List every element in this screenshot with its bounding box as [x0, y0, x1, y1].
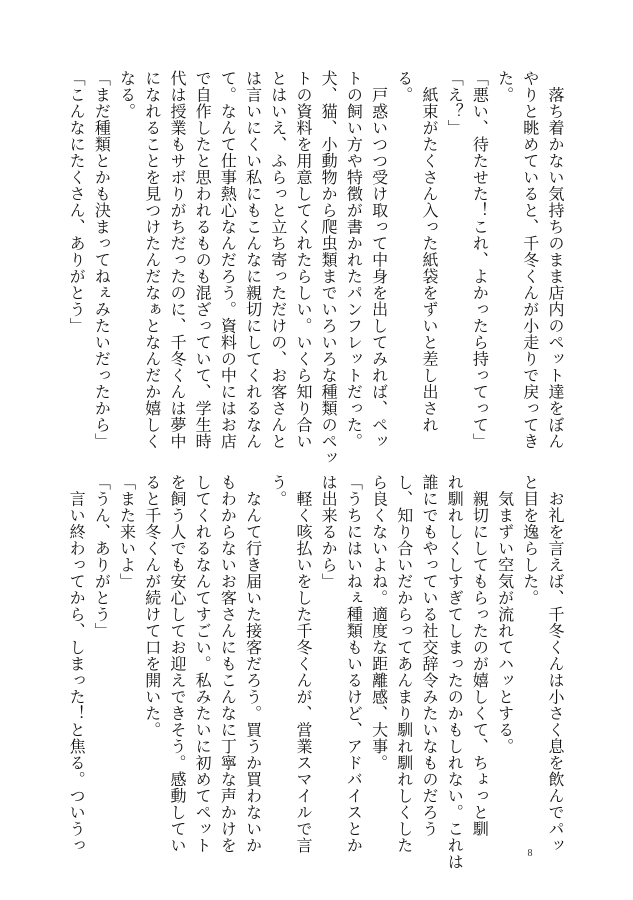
text-line: なる。: [117, 70, 137, 120]
text-line: 落ち着かない気持ちのまま店内のペット達をぼん: [546, 70, 565, 450]
text-line: て。なんて仕事熱心なんだろう。資料の中にはお店: [218, 70, 238, 450]
text-line: は出来るから」: [319, 474, 339, 590]
text-line: し、知り合いだからってあんまり馴れ馴れしくした: [394, 474, 414, 854]
text-line: で自作したと思われるものも混ざっていて、学生時: [193, 70, 213, 450]
text-line: 「うん、ありがとう」: [92, 474, 112, 639]
text-line: れ馴れしくしすぎてしまったのかもしれない。これは: [445, 474, 465, 870]
upper-text-block: [60, 70, 568, 466]
text-line: 「また来いよ」: [117, 474, 137, 590]
text-line: 軽く咳払いをした千冬くんが、営業スマイルで言: [293, 474, 313, 854]
text-line: してくれるなんてすごい。私みたいに初めてペット: [193, 474, 213, 854]
text-line: になれることを見つけたんだなぁとなんだか嬉しく: [142, 70, 162, 450]
lower-text-block: [67, 474, 568, 870]
text-line: お礼を言えば、千冬くんは小さく息を飲んでパッ: [546, 474, 565, 854]
text-line: 犬、猫、小動物から爬虫類までいろいろな種類のペッ: [319, 70, 339, 466]
text-line: 親切にしてもらったのが嬉しくて、ちょっと馴: [470, 474, 490, 837]
text-line: う。: [268, 474, 288, 507]
text-line: は言いにくい私にもこんなに親切にしてくれるなん: [243, 70, 263, 450]
text-line: と目を逸らした。: [520, 474, 540, 606]
text-line: トの飼い方や特徴が書かれたパンフレットだった。: [344, 70, 364, 450]
text-line: トの資料を用意してくれたらしい。いくら知り合い: [293, 70, 313, 450]
text-line: る。: [394, 70, 414, 103]
text-line: やりと眺めていると、千冬くんが小走りで戻ってき: [520, 70, 540, 450]
text-line: なんて行き届いた接客だろう。買うか買わないか: [243, 474, 263, 854]
text-line: 気まずい空気が流れてハッとする。: [495, 474, 515, 755]
text-line: 「うちにはいねぇ種類もいるけど、アドバイスとか: [344, 474, 364, 854]
text-line: 誰にでもやっている社交辞令みたいなものだろう: [419, 474, 439, 837]
text-line: 言い終わってから、しまった！と焦る。ついうっ: [67, 474, 87, 854]
text-line: ると千冬くんが続けて口を開いた。: [142, 474, 162, 738]
text-line: た。: [495, 70, 515, 103]
text-line: ら良くないよね。適度な距離感、大事。: [369, 474, 389, 771]
text-line: 「まだ種類とかも決まってねぇみたいだったから」: [92, 70, 112, 450]
text-line: を飼う人でも安心してお迎えできそう。感動してい: [167, 474, 187, 854]
text-line: 紙束がたくさん入った紙袋をずいと差し出され: [419, 70, 439, 433]
text-line: 戸惑いつつ受け取って中身を出してみれば、ペッ: [369, 70, 389, 450]
text-line: とはいえ、ふらっと立ち寄っただけの、お客さんと: [268, 70, 288, 450]
text-line: もわからないお客さんにもこんなに丁寧な声かけを: [218, 474, 238, 854]
text-line: 「え？」: [445, 70, 465, 136]
page-number: 8: [527, 848, 533, 859]
text-line: 「悪い、待たせた！これ、よかったら持ってって」: [470, 70, 490, 450]
text-line: 代は授業もサボりがちだったのに、千冬くんは夢中: [167, 70, 187, 450]
text-line: 「こんなにたくさん、ありがとう」: [67, 70, 87, 334]
